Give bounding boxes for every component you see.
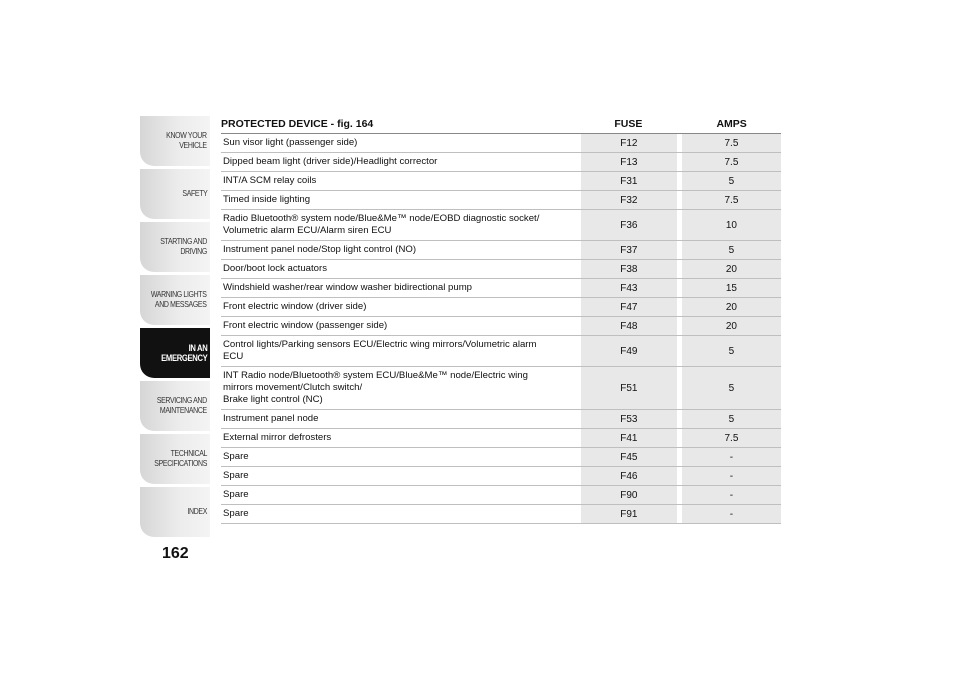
fuse-cell: F47 [581,298,677,316]
amps-cell: - [682,505,781,523]
table-row [221,317,781,336]
fuse-cell: F51 [581,367,677,409]
table-row [221,191,781,210]
table-row [221,134,781,153]
protected-device-cell: INT Radio node/Bluetooth® system ECU/Blue&Me™ node/Electric wing mirrors movement/Clutch switch/ Brake light control (NC) [223,370,528,405]
header-protected-device: PROTECTED DEVICE - fig. 164 [221,118,374,130]
protected-device-cell: Instrument panel node/Stop light control (NO) [223,244,417,255]
fuse-cell: F38 [581,260,677,278]
table-header [221,115,781,134]
fuse-cell: F45 [581,448,677,466]
protected-device-cell: Timed inside lighting [223,194,311,205]
tab-label: KNOW YOUR VEHICLE [166,131,207,150]
page-number: 162 [162,545,189,562]
tab-label: STARTING AND DRIVING [160,237,207,256]
amps-cell: 20 [682,260,781,278]
protected-device-cell: Spare [223,508,249,519]
amps-cell: 20 [682,317,781,335]
table-row [221,505,781,524]
tab-warning-lights-and-messages[interactable] [140,275,210,325]
table-row [221,241,781,260]
table-row [221,279,781,298]
protected-device-cell: Spare [223,489,249,500]
protected-device-cell: Front electric window (driver side) [223,301,367,312]
fuse-cell: F91 [581,505,677,523]
amps-cell: 5 [682,336,781,366]
tab-starting-and-driving[interactable] [140,222,210,272]
amps-cell: 10 [682,210,781,240]
protected-device-cell: External mirror defrosters [223,432,332,443]
amps-cell: 7.5 [682,134,781,152]
fuse-cell: F37 [581,241,677,259]
fuse-cell: F43 [581,279,677,297]
tab-index[interactable] [140,487,210,537]
tab-label: TECHNICAL SPECIFICATIONS [154,449,207,468]
protected-device-cell: Door/boot lock actuators [223,263,327,274]
fuse-cell: F48 [581,317,677,335]
protected-device-cell: Spare [223,451,249,462]
table-row [221,336,781,367]
table-row [221,298,781,317]
tab-label: SERVICING AND MAINTENANCE [157,396,207,415]
amps-cell: 5 [682,172,781,190]
protected-device-cell: Instrument panel node [223,413,319,424]
tab-servicing-and-maintenance[interactable] [140,381,210,431]
table-row [221,153,781,172]
tab-in-an-emergency[interactable] [140,328,210,378]
table-row [221,260,781,279]
fuse-cell: F53 [581,410,677,428]
fuse-cell: F46 [581,467,677,485]
table-row [221,210,781,241]
protected-device-cell: Sun visor light (passenger side) [223,137,358,148]
table-row [221,467,781,486]
amps-cell: 7.5 [682,429,781,447]
fuse-cell: F31 [581,172,677,190]
amps-cell: - [682,448,781,466]
fuse-table [221,115,781,524]
fuse-cell: F13 [581,153,677,171]
amps-cell: 15 [682,279,781,297]
amps-cell: 5 [682,410,781,428]
amps-cell: - [682,486,781,504]
fuse-cell: F41 [581,429,677,447]
fuse-cell: F49 [581,336,677,366]
table-row [221,172,781,191]
protected-device-cell: Dipped beam light (driver side)/Headlight corrector [223,156,438,167]
protected-device-cell: INT/A SCM relay coils [223,175,317,186]
protected-device-cell: Spare [223,470,249,481]
amps-cell: 5 [682,241,781,259]
header-fuse: FUSE [581,118,677,130]
table-row [221,429,781,448]
amps-cell: 5 [682,367,781,409]
table-body [221,134,781,524]
tab-label: WARNING LIGHTS AND MESSAGES [151,290,207,309]
table-row [221,448,781,467]
amps-cell: 20 [682,298,781,316]
protected-device-cell: Control lights/Parking sensors ECU/Electric wing mirrors/Volumetric alarm ECU [223,339,537,362]
fuse-cell: F36 [581,210,677,240]
fuse-cell: F90 [581,486,677,504]
tab-technical-specifications[interactable] [140,434,210,484]
table-row [221,410,781,429]
section-tabs [140,116,210,540]
tab-label: IN AN EMERGENCY [160,343,207,363]
header-amps: AMPS [682,118,781,130]
amps-cell: - [682,467,781,485]
protected-device-cell: Front electric window (passenger side) [223,320,388,331]
tab-label: SAFETY [181,189,207,198]
table-row [221,367,781,410]
protected-device-cell: Windshield washer/rear window washer bidirectional pump [223,282,473,293]
fuse-cell: F12 [581,134,677,152]
fuse-cell: F32 [581,191,677,209]
amps-cell: 7.5 [682,191,781,209]
tab-safety[interactable] [140,169,210,219]
tab-label: INDEX [187,507,207,516]
table-row [221,486,781,505]
protected-device-cell: Radio Bluetooth® system node/Blue&Me™ node/EOBD diagnostic socket/ Volumetric alarm ECU/Alarm siren ECU [223,213,540,236]
tab-know-your-vehicle[interactable] [140,116,210,166]
amps-cell: 7.5 [682,153,781,171]
